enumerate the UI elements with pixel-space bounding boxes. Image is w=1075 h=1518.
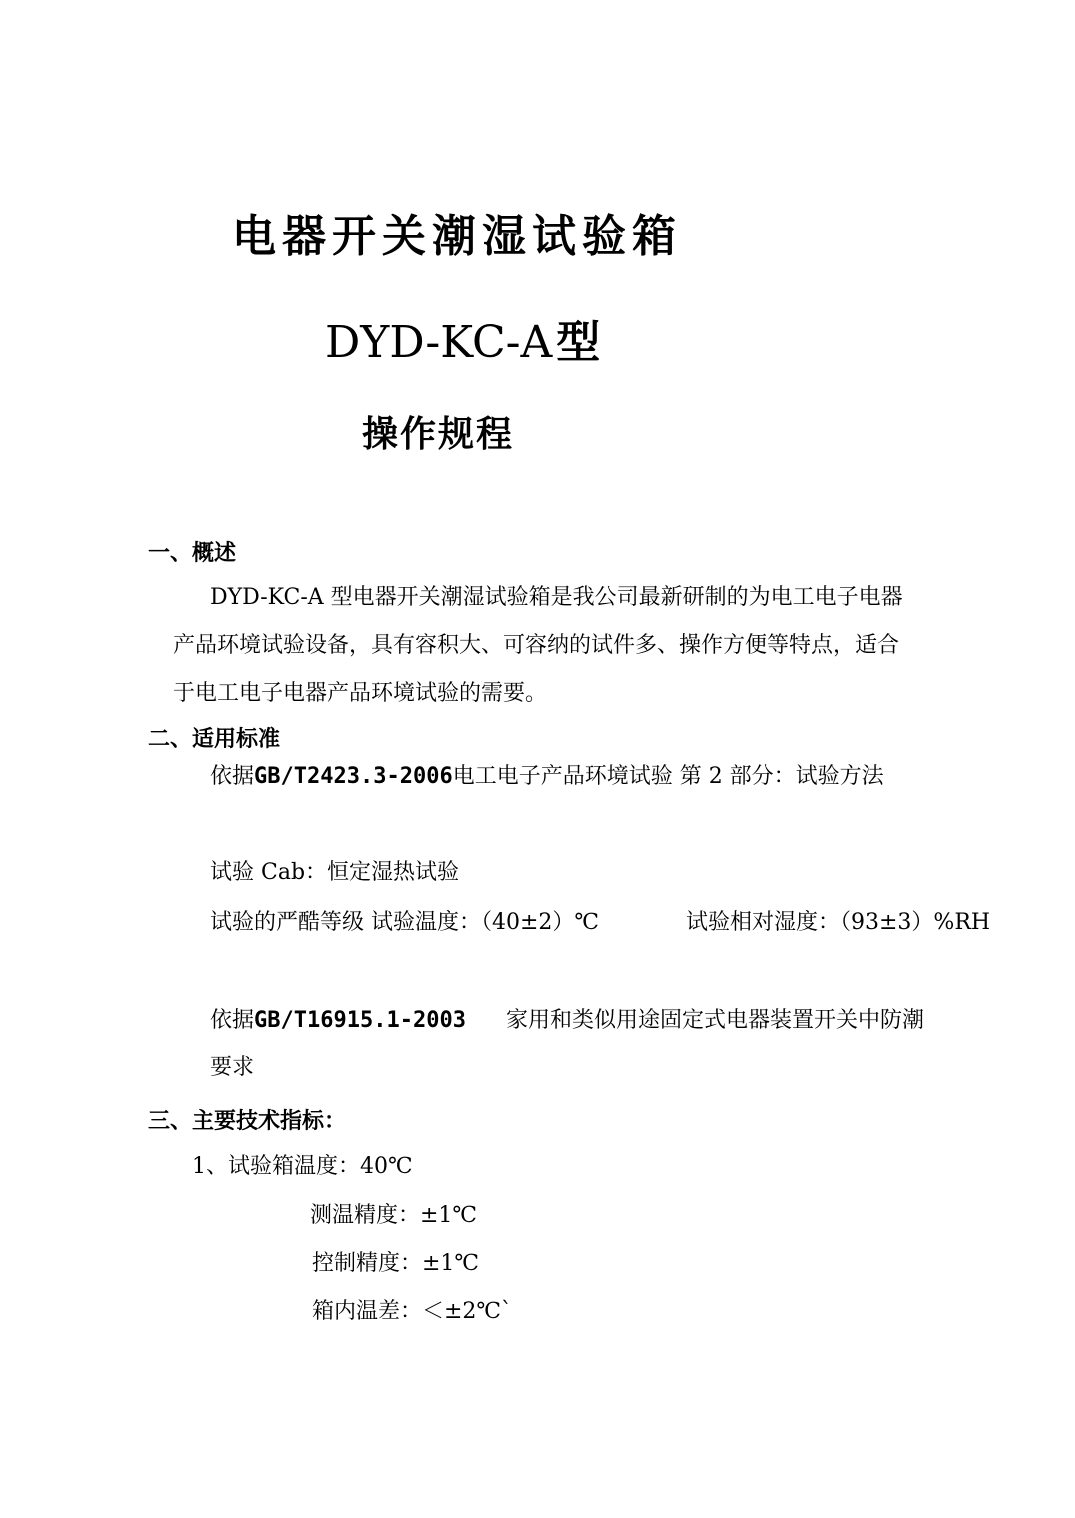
humidity-line: 试验相对湿度：（93±3）%RH	[686, 910, 991, 935]
standard-2	[210, 1008, 466, 1034]
test-method-line: 试验 Cab：恒定湿热试验	[210, 860, 460, 885]
standard-1	[210, 764, 884, 790]
document-model	[325, 306, 600, 370]
standard-2-code: GB/T16915.1-2003	[254, 1008, 466, 1033]
spec-sub-item: 控制精度：±1℃	[312, 1251, 480, 1276]
document-subtitle: 操作规程	[362, 414, 515, 455]
overview-line-3: 于电工电子电器产品环境试验的需要。	[173, 681, 548, 706]
severity-line: 试验的严酷等级 试验温度：（40±2）℃	[210, 910, 600, 935]
model-number: DYD-KC-A	[325, 317, 553, 368]
spec-sub-item: 箱内温差：＜±2℃`	[312, 1299, 513, 1324]
standard-1-code: GB/T2423.3-2006	[254, 764, 453, 789]
spec-sub-item: 测温精度：±1℃	[310, 1203, 478, 1228]
standard-2-prefix: 依据	[210, 1008, 255, 1033]
model-suffix: 型	[556, 317, 601, 368]
standard-2-continuation: 要求	[210, 1055, 255, 1080]
section-heading-overview: 一、概述	[148, 541, 237, 566]
standard-2-text: 家用和类似用途固定式电器装置开关中防潮	[506, 1008, 925, 1033]
standard-1-prefix: 依据	[210, 764, 255, 789]
document-title: 电器开关潮湿试验箱	[232, 211, 682, 262]
spec-item-temperature: 1、试验箱温度：40℃	[192, 1154, 413, 1179]
section-heading-specs: 三、主要技术指标：	[148, 1109, 347, 1134]
overview-line-2: 产品环境试验设备，具有容积大、可容纳的试件多、操作方便等特点，适合	[173, 633, 900, 658]
overview-line-1: DYD-KC-A 型电器开关潮湿试验箱是我公司最新研制的为电工电子电器	[210, 585, 903, 610]
standard-1-text: 电工电子产品环境试验 第 2 部分：试验方法	[452, 764, 884, 789]
section-heading-standards: 二、适用标准	[148, 727, 281, 752]
